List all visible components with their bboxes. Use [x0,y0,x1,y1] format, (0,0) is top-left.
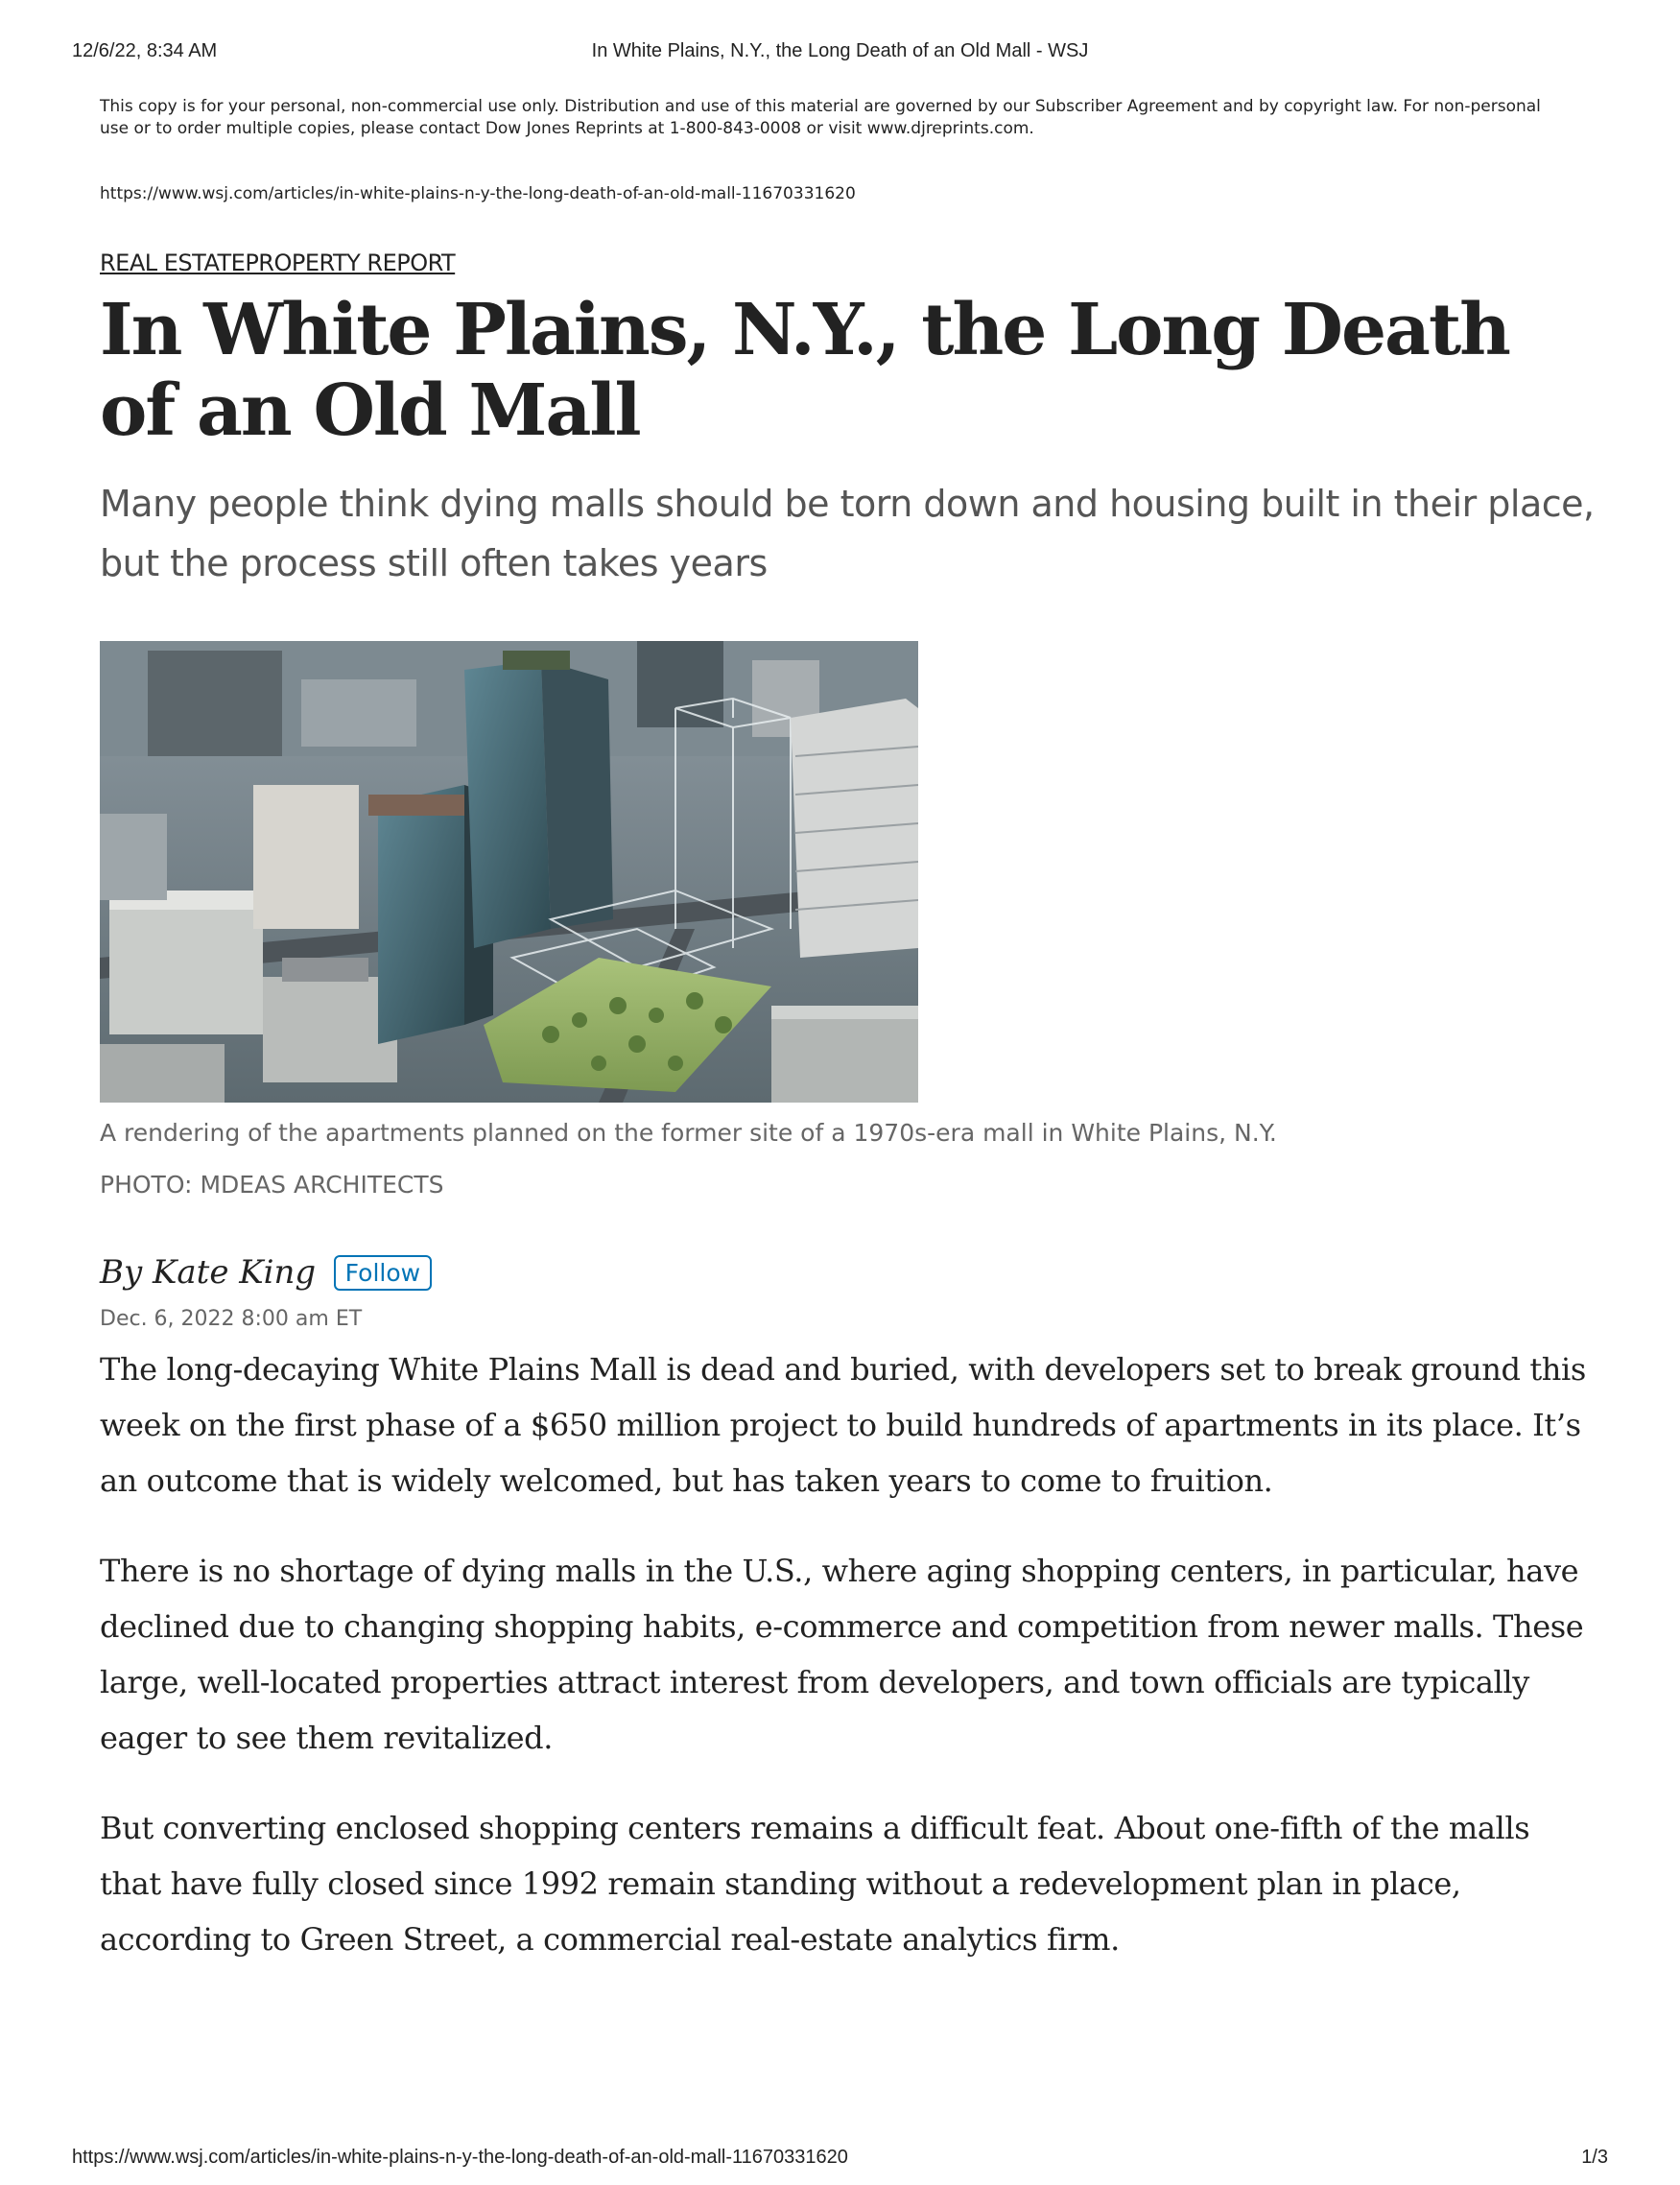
print-footer [72,2147,1608,2170]
paragraph: The long-decaying White Plains Mall is dead and buried, with developers set to break ground this week on the first phase of a $650 million project to build hundreds of apartments in its place. It’s an outcome that is widely welcomed, but has taken years to come to fruition. [100,1351,1586,1499]
print-page-title: In White Plains, N.Y., the Long Death of an Old Mall - WSJ [591,40,1089,61]
print-header [72,40,1608,63]
credit-label: PHOTO: [100,1171,201,1199]
publish-date: Dec. 6, 2022 8:00 am ET [100,1307,363,1331]
print-datetime: 12/6/22, 8:34 AM [72,40,218,61]
paragraph: There is no shortage of dying malls in the U.S., where aging shopping centers, in particular, have declined due to changing shopping habits, e-commerce and competition from newer malls. These large, well-located properties attract interest from developers, and town officials are typically eager to see them revitalized. [100,1553,1584,1756]
article-url[interactable]: https://www.wsj.com/articles/in-white-plains-n-y-the-long-death-of-an-old-mall-11670331620 [100,184,856,203]
image-caption: A rendering of the apartments planned on the former site of a 1970s-era mall in White Plains, N.Y. [100,1119,1277,1147]
page-number: 1/3 [1581,2147,1608,2168]
copyright-notice: This copy is for your personal, non-commercial use only. Distribution and use of this material are governed by our Subscriber Agreement and by copyright law. For non-personal use or to order multiple copies, please contact Dow Jones Reprints at 1-800-843-0008 or visit www.djreprints.com. [100,97,1541,138]
image-credit [100,1171,444,1199]
follow-button[interactable]: Follow [334,1255,432,1291]
footer-url: https://www.wsj.com/articles/in-white-plains-n-y-the-long-death-of-an-old-mall-11670331620 [72,2147,848,2168]
article-headline: In White Plains, N.Y., the Long Death of an Old Mall [100,289,1509,452]
article-body [100,1342,1597,2002]
section-link[interactable]: REAL ESTATEPROPERTY REPORT [100,249,456,276]
paragraph: But converting enclosed shopping centers remains a difficult feat. About one-fifth of the malls that have fully closed since 1992 remain standing without a redevelopment plan in place, according to Green Street, a commercial real-estate analytics firm. [100,1810,1530,1958]
article-dek: Many people think dying malls should be torn down and housing built in their place, but the process still often takes years [100,483,1595,584]
author-name[interactable]: By Kate King [100,1253,317,1292]
byline [100,1253,432,1295]
credit-name: MDEAS ARCHITECTS [200,1171,444,1199]
article-rendering-image [100,641,918,1103]
